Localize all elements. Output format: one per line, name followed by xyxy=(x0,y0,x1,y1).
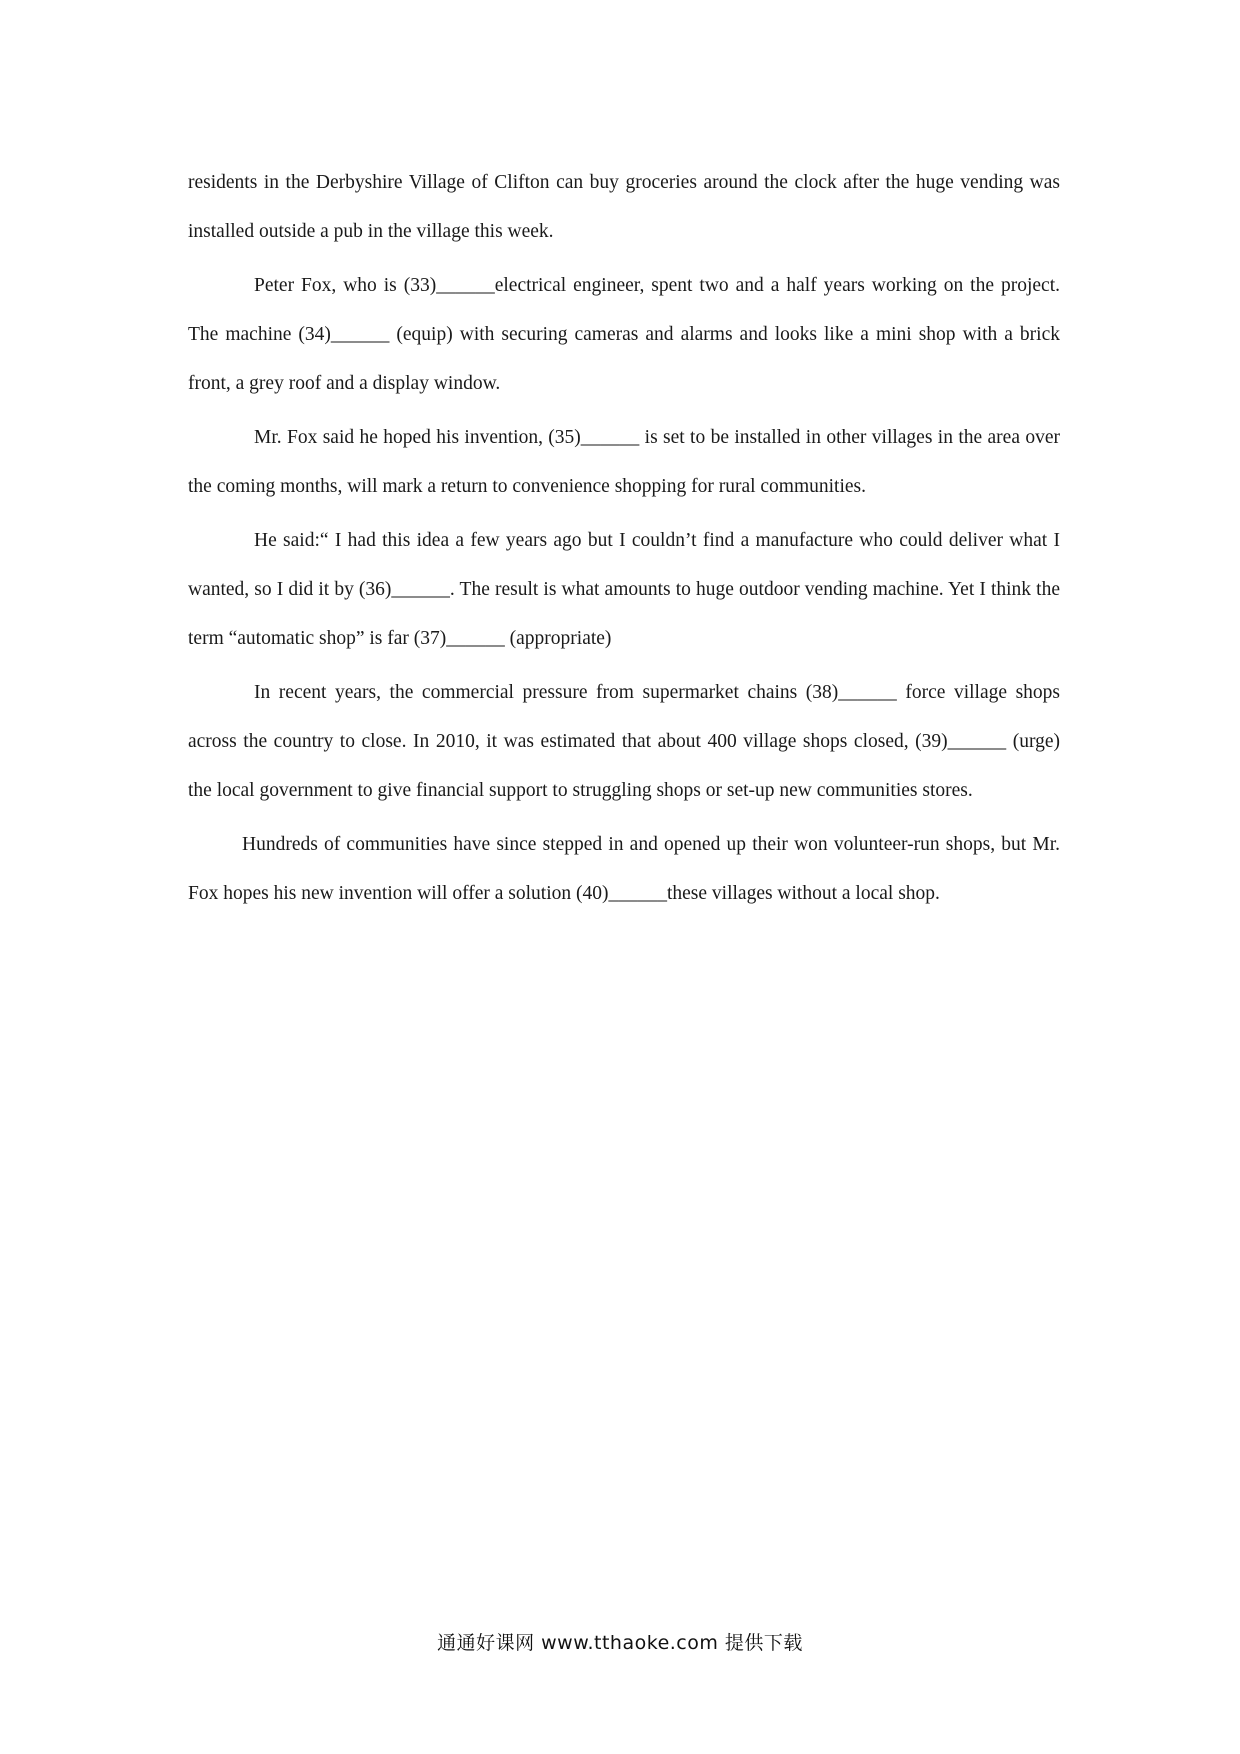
paragraph-5: In recent years, the commercial pressure from supermarket chains (38)______ force village shops across the country to close. In 2010, it was estimated that about 400 village shops closed, (39)______ (urge) the local government to give financial support to struggling shops or set-up new communities stores. xyxy=(188,682,1060,801)
paragraph-2: Peter Fox, who is (33)______electrical engineer, spent two and a half years working on the project. The machine (34)______ (equip) with securing cameras and alarms and looks like a mini shop with a brick front, a grey roof and a display window. xyxy=(188,275,1060,394)
passage-text xyxy=(188,158,1060,923)
paragraph-6: Hundreds of communities have since stepped in and opened up their won volunteer-run shops, but Mr. Fox hopes his new invention will offer a solution (40)______these villages without a local shop. xyxy=(188,834,1060,904)
page-footer: 通通好课网 www.tthaoke.com 提供下载 xyxy=(437,1632,803,1654)
paragraph-1: residents in the Derbyshire Village of Clifton can buy groceries around the clock after the huge vending was installed outside a pub in the village this week. xyxy=(188,172,1060,242)
paragraph-4: He said:“ I had this idea a few years ago but I couldn’t find a manufacture who could deliver what I wanted, so I did it by (36)______. The result is what amounts to huge outdoor vending machine. Yet I think the term “automatic shop” is far (37)______ (appropriate) xyxy=(188,530,1060,649)
paragraph-3: Mr. Fox said he hoped his invention, (35)______ is set to be installed in other villages in the area over the coming months, will mark a return to convenience shopping for rural communities. xyxy=(188,427,1060,497)
